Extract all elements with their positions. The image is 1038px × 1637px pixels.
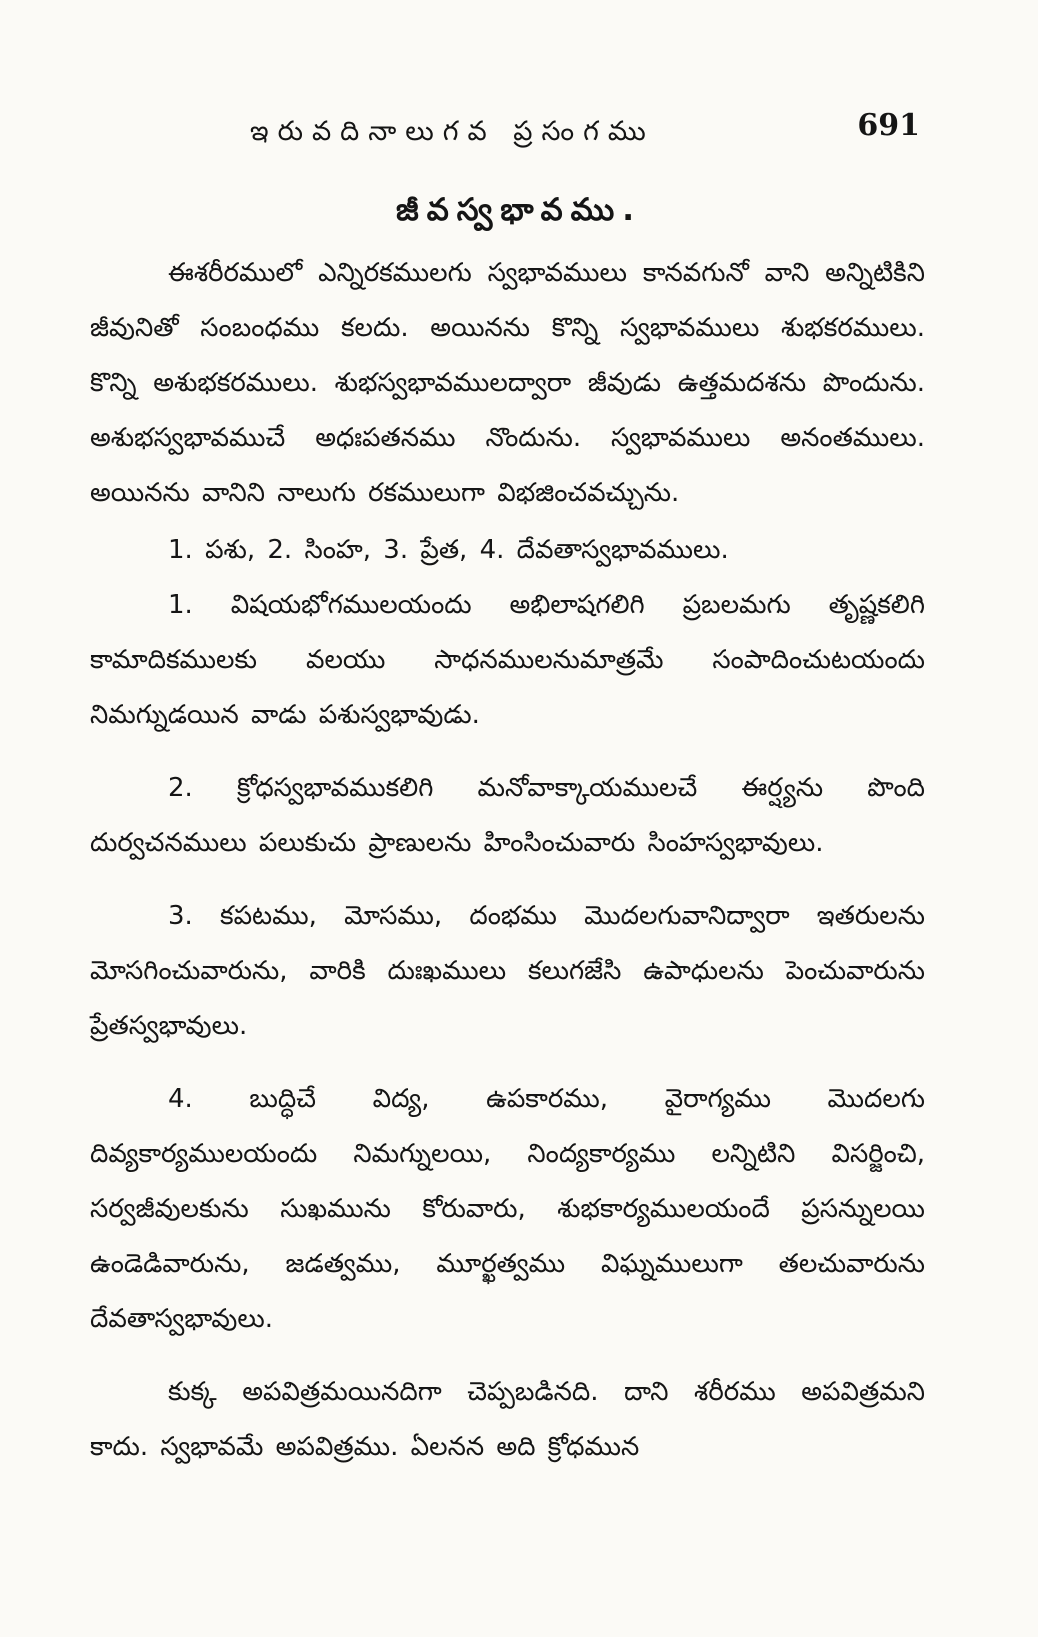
paragraph-animal-nature: 1. విషయభోగములయందు అభిలాషగలిగి ప్రబలమగు తృష్ణకలిగి కామాదికములకు వలయు సాధనములనుమాత్రమే సంపాదించుటయందు నిమగ్నుడయిన వాడు పశుస్వభావుడు. [90,590,925,730]
paragraph-divine-nature: 4. బుద్ధిచే విద్య, ఉపకారము, వైరాగ్యము మొదలగు దివ్యకార్యములయందు నిమగ్నులయి, నింద్యకార్యము లన్నిటిని విసర్జించి, సర్వజీవులకును సుఖమును కోరువారు, శుభకార్యములయందే ప్రసన్నులయి ఉండెడివారును, జడత్వము, మూర్ఖత్వము విఘ్నములుగా తలచువారును దేవతాస్వభావులు. [90,1084,925,1334]
paragraph-dog-example: కుక్క అపవిత్రమయినదిగా చెప్పబడినది. దాని శరీరము అపవిత్రమని కాదు. స్వభావమే అపవిత్రము. ఏలనన అది క్రోధమున [90,1377,925,1462]
page-header [90,108,920,158]
page-number: 691 [857,108,920,143]
paragraph-lion-nature: 2. క్రోధస్వభావముకలిగి మనోవాక్కాయములచే ఈర్ష్యను పొంది దుర్వచనములు పలుకుచు ప్రాణులను హింసించువారు సింహస్వభావులు. [90,773,925,858]
paragraph-ghost-nature: 3. కపటము, మోసము, దంభము మొదలగువానిద్వారా ఇతరులను మోసగించువారును, వారికి దుఃఖములు కలుగజేసి ఉపాధులను పెంచువారును ప్రేతస్వభావులు. [90,901,925,1041]
paragraph-intro: ఈశరీరములో ఎన్నిరకములగు స్వభావములు కానవగునో వాని అన్నిటికిని జీవునితో సంబంధము కలదు. అయినను కొన్ని స్వభావములు శుభకరములు. కొన్ని అశుభకరములు. శుభస్వభావములద్వారా జీవుడు ఉత్తమదశను పొందును. అశుభస్వభావముచే అధఃపతనము నొందును. స్వభావములు అనంతములు. అయినను వానిని నాలుగు రకములుగా విభజించవచ్చును. [90,258,925,508]
paragraph-nature-list: 1. పశు, 2. సింహ, 3. ప్రేత, 4. దేవతాస్వభావములు. [168,535,729,565]
section-title: జీవస్వభావము. [396,192,642,228]
running-title: ఇరువదినాలుగవ ప్రసంగము [250,116,655,147]
body-text [90,246,925,1475]
